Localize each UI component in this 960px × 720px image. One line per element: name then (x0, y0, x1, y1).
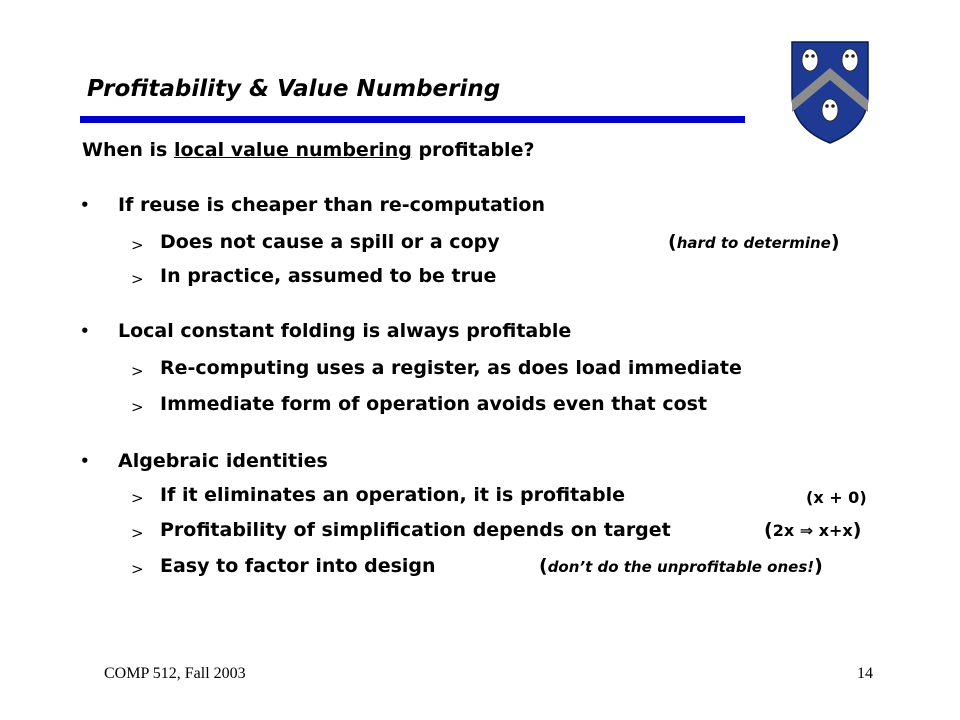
intro-underlined-term: local value numbering (173, 139, 412, 161)
intro-suffix: profitable? (411, 139, 535, 161)
bullet-marker: • (80, 452, 90, 470)
intro-prefix: When is (82, 139, 174, 161)
item-immediate-form: Immediate form of operation avoids even that cost (160, 393, 708, 415)
note-text: 2x ⇒ x+x (772, 521, 853, 540)
item-spill-copy: Does not cause a spill or a copy (160, 231, 500, 253)
sub-marker: > (131, 398, 144, 416)
sub-marker: > (131, 270, 144, 288)
note-text: (x + 0) (806, 488, 867, 507)
note-2x-to-x-plus-x (764, 519, 861, 541)
sub-marker: > (131, 560, 144, 578)
note-hard-to-determine (668, 231, 840, 253)
item-factor-into-design: Easy to factor into design (160, 555, 436, 577)
sub-marker: > (131, 489, 144, 507)
sub-marker: > (131, 236, 144, 254)
item-eliminates-operation: If it eliminates an operation, it is profitable (160, 484, 625, 506)
intro-question (82, 139, 534, 161)
note-text: don’t do the unprofitable ones! (547, 558, 815, 576)
university-crest-logo (790, 40, 870, 145)
note-close-paren: ) (814, 555, 823, 577)
bullet-algebraic-identities: Algebraic identities (118, 450, 328, 472)
note-close-paren: ) (830, 231, 840, 253)
note-close-paren: ) (852, 519, 862, 541)
item-recomputing-register: Re-computing uses a register, as does load immediate (160, 357, 742, 379)
note-text: hard to determine (676, 234, 831, 252)
page-number: 14 (857, 665, 873, 682)
note-open-paren: ( (539, 555, 548, 577)
sub-marker: > (131, 362, 144, 380)
title-rule (80, 116, 745, 123)
bullet-marker: • (80, 322, 90, 340)
slide-title: Profitability & Value Numbering (87, 76, 501, 102)
bullet-marker: • (80, 196, 90, 214)
footer-course: COMP 512, Fall 2003 (104, 665, 246, 682)
note-open-paren: ( (764, 519, 773, 541)
item-assumed-true: In practice, assumed to be true (160, 265, 497, 287)
sub-marker: > (131, 524, 144, 542)
bullet-reuse: If reuse is cheaper than re-computation (118, 194, 545, 216)
bullet-constant-folding: Local constant folding is always profitable (118, 320, 572, 342)
note-unprofitable-ones (539, 555, 823, 577)
item-simplification-target: Profitability of simplification depends on target (160, 519, 671, 541)
note-x-plus-zero (806, 486, 867, 508)
note-open-paren: ( (668, 231, 677, 253)
